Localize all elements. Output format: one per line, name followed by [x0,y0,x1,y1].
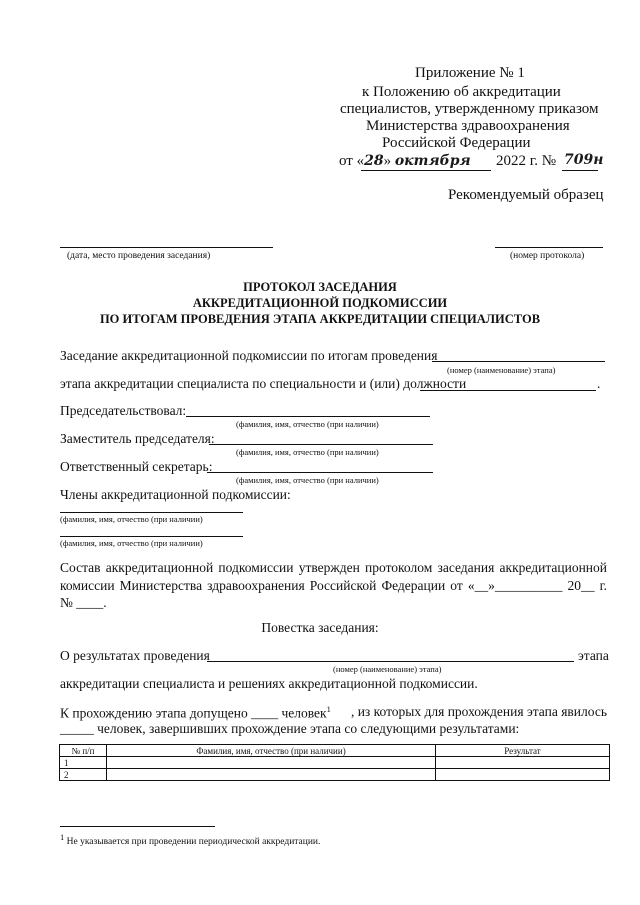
appendix-line2: специалистов, утвержденному приказом [340,101,599,117]
footnote-text: Не указывается при проведении периодической аккредитации. [66,837,321,848]
date-day-handwritten: 28 [364,153,384,169]
deputy-fio-label: (фамилия, имя, отчество (при наличии) [236,447,379,457]
order-number-handwritten: 709н [564,152,604,168]
admission-line1 [60,704,607,722]
title-line1: ПРОТОКОЛ ЗАСЕДАНИЯ [243,280,397,294]
date-month-handwritten: октября [394,153,471,169]
title-line3: ПО ИТОГАМ ПРОВЕДЕНИЯ ЭТАПА АККРЕДИТАЦИИ СПЕЦИАЛИСТОВ [99,312,541,326]
table-cell-result [436,757,610,769]
date-place-label: (дата, место проведения заседания) [67,251,211,261]
table-cell-fio [107,757,436,769]
table-row [60,757,610,769]
meeting-stage-label: (номер (наименование) этапа) [447,365,556,375]
date-year: 2022 г. № [496,153,557,169]
agenda-line2: аккредитации специалиста и решениях аккредитационной подкомиссии. [60,676,478,691]
appendix-line4: Российской Федерации [382,135,531,151]
secretary-line [207,472,433,473]
date-place-line [60,247,273,248]
agenda-stage-label: (номер (наименование) этапа) [333,664,442,674]
chair-fio-label: (фамилия, имя, отчество (при наличии) [236,419,379,429]
title-line2: АККРЕДИТАЦИОННОЙ ПОДКОМИССИИ [192,296,448,310]
member1-fio-label: (фамилия, имя, отчество (при наличии) [60,514,203,524]
admission-line1-a: К прохождению этапа допущено ____ человек$^1$ [60,704,331,721]
footnote-mark: 1 [326,704,331,714]
date-mid: » [383,153,392,169]
chair-label: Председательствовал: [60,403,187,418]
meeting-line1: Заседание аккредитационной подкомиссии по итогам проведения [60,348,438,363]
composition-line2: комиссии Министерства здравоохранения Российской Федерации от «__»__________ 20__ г. [60,578,607,593]
appendix-title: Приложение № 1 [415,65,525,81]
table-header-num: № п/п [60,745,107,757]
composition-line3: № ____. [60,595,107,610]
footnote-separator [60,826,215,827]
deputy-line [209,444,433,445]
footnote [60,832,320,847]
admission-line2: _____ человек, завершивших прохождение этапа со следующими результатами: [60,721,520,736]
table-cell-num: 1 [60,757,107,769]
secretary-label: Ответственный секретарь: [60,459,213,474]
secretary-fio-label: (фамилия, имя, отчество (при наличии) [236,475,379,485]
appendix-line3: Министерства здравоохранения [366,118,570,134]
recommended-sample: Рекомендуемый образец [448,187,604,203]
agenda-line1-end: этапа [578,648,609,663]
meeting-line2: этапа аккредитации специалиста по специальности и (или) должности [60,376,467,391]
meeting-line2-end: . [597,376,601,391]
appendix-line1: к Положению об аккредитации [362,84,561,100]
agenda-line1-start: О результатах проведения [60,648,210,663]
order-number-underline [562,170,598,171]
table-header-result: Результат [436,745,610,757]
table-header-row [60,745,610,757]
table-row [60,769,610,781]
meeting-stage-line [432,361,605,362]
protocol-number-label: (номер протокола) [510,251,585,261]
table-cell-num: 2 [60,769,107,781]
members-label: Члены аккредитационной подкомиссии: [60,487,291,502]
agenda-stage-line [207,661,574,662]
member2-fio-label: (фамилия, имя, отчество (при наличии) [60,538,203,548]
composition-line1: Состав аккредитационной подкомиссии утвержден протоколом заседания аккредитационной [60,560,607,575]
footnote-number: 1 [60,832,65,842]
table-cell-result [436,769,610,781]
date-prefix: от « [339,153,365,169]
admission-line1-b: , из которых для прохождения этапа явилось [350,704,607,719]
member2-line [60,536,243,537]
protocol-number-line [495,247,603,248]
date-underline [361,170,491,171]
appendix-date-line [339,153,471,170]
deputy-label: Заместитель председателя: [60,431,215,446]
meeting-specialty-line [420,390,596,391]
chair-line [186,416,430,417]
member1-line [60,512,243,513]
table-cell-fio [107,769,436,781]
results-table [59,744,610,781]
table-header-fio: Фамилия, имя, отчество (при наличии) [107,745,436,757]
agenda-heading: Повестка заседания: [261,620,379,635]
